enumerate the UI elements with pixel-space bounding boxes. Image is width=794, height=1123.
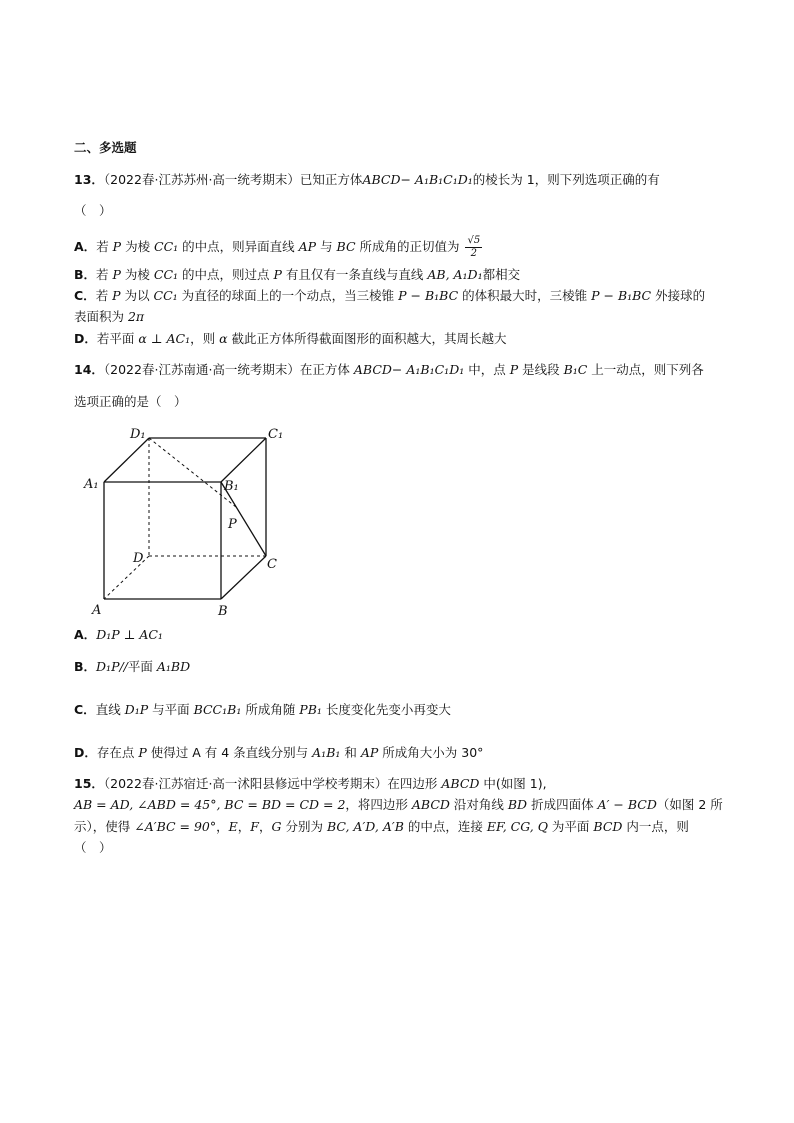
q14-stem-cont: 选项正确的是（ ） <box>74 394 187 409</box>
label-B: B <box>218 604 228 619</box>
q13-option-b: B．若 P 为棱 CC₁ 的中点，则过点 P 有且仅有一条直线与直线 AB, A₁D₁都相交 <box>74 267 521 282</box>
q14-option-b: B．D₁P//平面 A₁BD <box>74 659 191 674</box>
fraction-sqrt5-over-2: $\frac{√5}{2}$ <box>467 235 481 259</box>
q13-option-c: C．若 P 为以 CC₁ 为直径的球面上的一个动点，当三棱锥 P − B₁BC 的体积最大时，三棱锥 P − B₁BC 外接球的 <box>74 288 706 303</box>
q14-option-d: D．存在点 P 使得过 A 有 4 条直线分别与 A₁B₁ 和 AP 所成角大小为 30° <box>74 745 484 760</box>
q13-number: 13． <box>74 172 104 187</box>
q13-option-d: D．若平面 α ⊥ AC₁，则 α 截此正方体所得截面图形的面积越大，其周长越大 <box>74 331 507 346</box>
label-C1: C₁ <box>268 427 284 442</box>
q14-source: （2022春·江苏南通·高一统考期末） <box>103 362 300 377</box>
q15-stem: 15．（2022春·江苏宿迁·高一沭阳县修远中学校考期末）在四边形 ABCD 中(如图 1), <box>74 776 547 791</box>
q13-solid: ABCD− A₁B₁C₁D₁ <box>362 172 473 187</box>
label-D: D <box>133 551 144 566</box>
label-A: A <box>92 603 102 618</box>
q15-number: 15． <box>74 776 104 791</box>
q14-option-c: C．直线 D₁P 与平面 BCC₁B₁ 所成角随 PB₁ 长度变化先变小再变大 <box>74 702 451 717</box>
label-D1: D₁ <box>130 427 146 442</box>
q14-number: 14． <box>74 362 104 377</box>
q15-stem-line2: AB = AD, ∠ABD = 45°, BC = BD = CD = 2，将四边形 ABCD 沿对角线 BD 折成四面体 A′ − BCD（如图 2 所 <box>74 797 723 812</box>
q15-source: （2022春·江苏宿迁·高一沭阳县修远中学校考期末） <box>103 776 388 791</box>
q13-paren: （ ） <box>74 203 112 218</box>
section-title: 二、多选题 <box>74 140 137 155</box>
label-P: P <box>228 517 237 532</box>
q14-stem: 14．（2022春·江苏南通·高一统考期末）在正方体 ABCD− A₁B₁C₁D₁ 中，点 P 是线段 B₁C 上一动点，则下列各 <box>74 362 704 377</box>
label-C: C <box>267 557 277 572</box>
label-A1: A₁ <box>84 477 99 492</box>
q13-source: （2022春·江苏苏州·高一统考期末） <box>103 172 300 187</box>
q13-stem: 13．（2022春·江苏苏州·高一统考期末）已知正方体ABCD− A₁B₁C₁D₁的棱长为 1，则下列选项正确的有 <box>74 172 660 187</box>
q15-paren: （ ） <box>74 840 112 855</box>
q14-option-a: A．D₁P ⊥ AC₁ <box>74 627 163 642</box>
q13-option-c-cont: 表面积为 2π <box>74 309 145 324</box>
cube-figure <box>74 418 314 623</box>
q15-stem-line3: 示），使得 ∠A′BC = 90°，E，F，G 分别为 BC, A′D, A′B 的中点，连接 EF, CG, Q 为平面 BCD 内一点，则 <box>74 819 689 834</box>
q13-option-a: A．若 P 为棱 CC₁ 的中点，则异面直线 AP 与 BC 所成角的正切值为 $\frac{√5}{2}$ <box>74 235 481 259</box>
label-B1: B₁ <box>224 479 239 494</box>
